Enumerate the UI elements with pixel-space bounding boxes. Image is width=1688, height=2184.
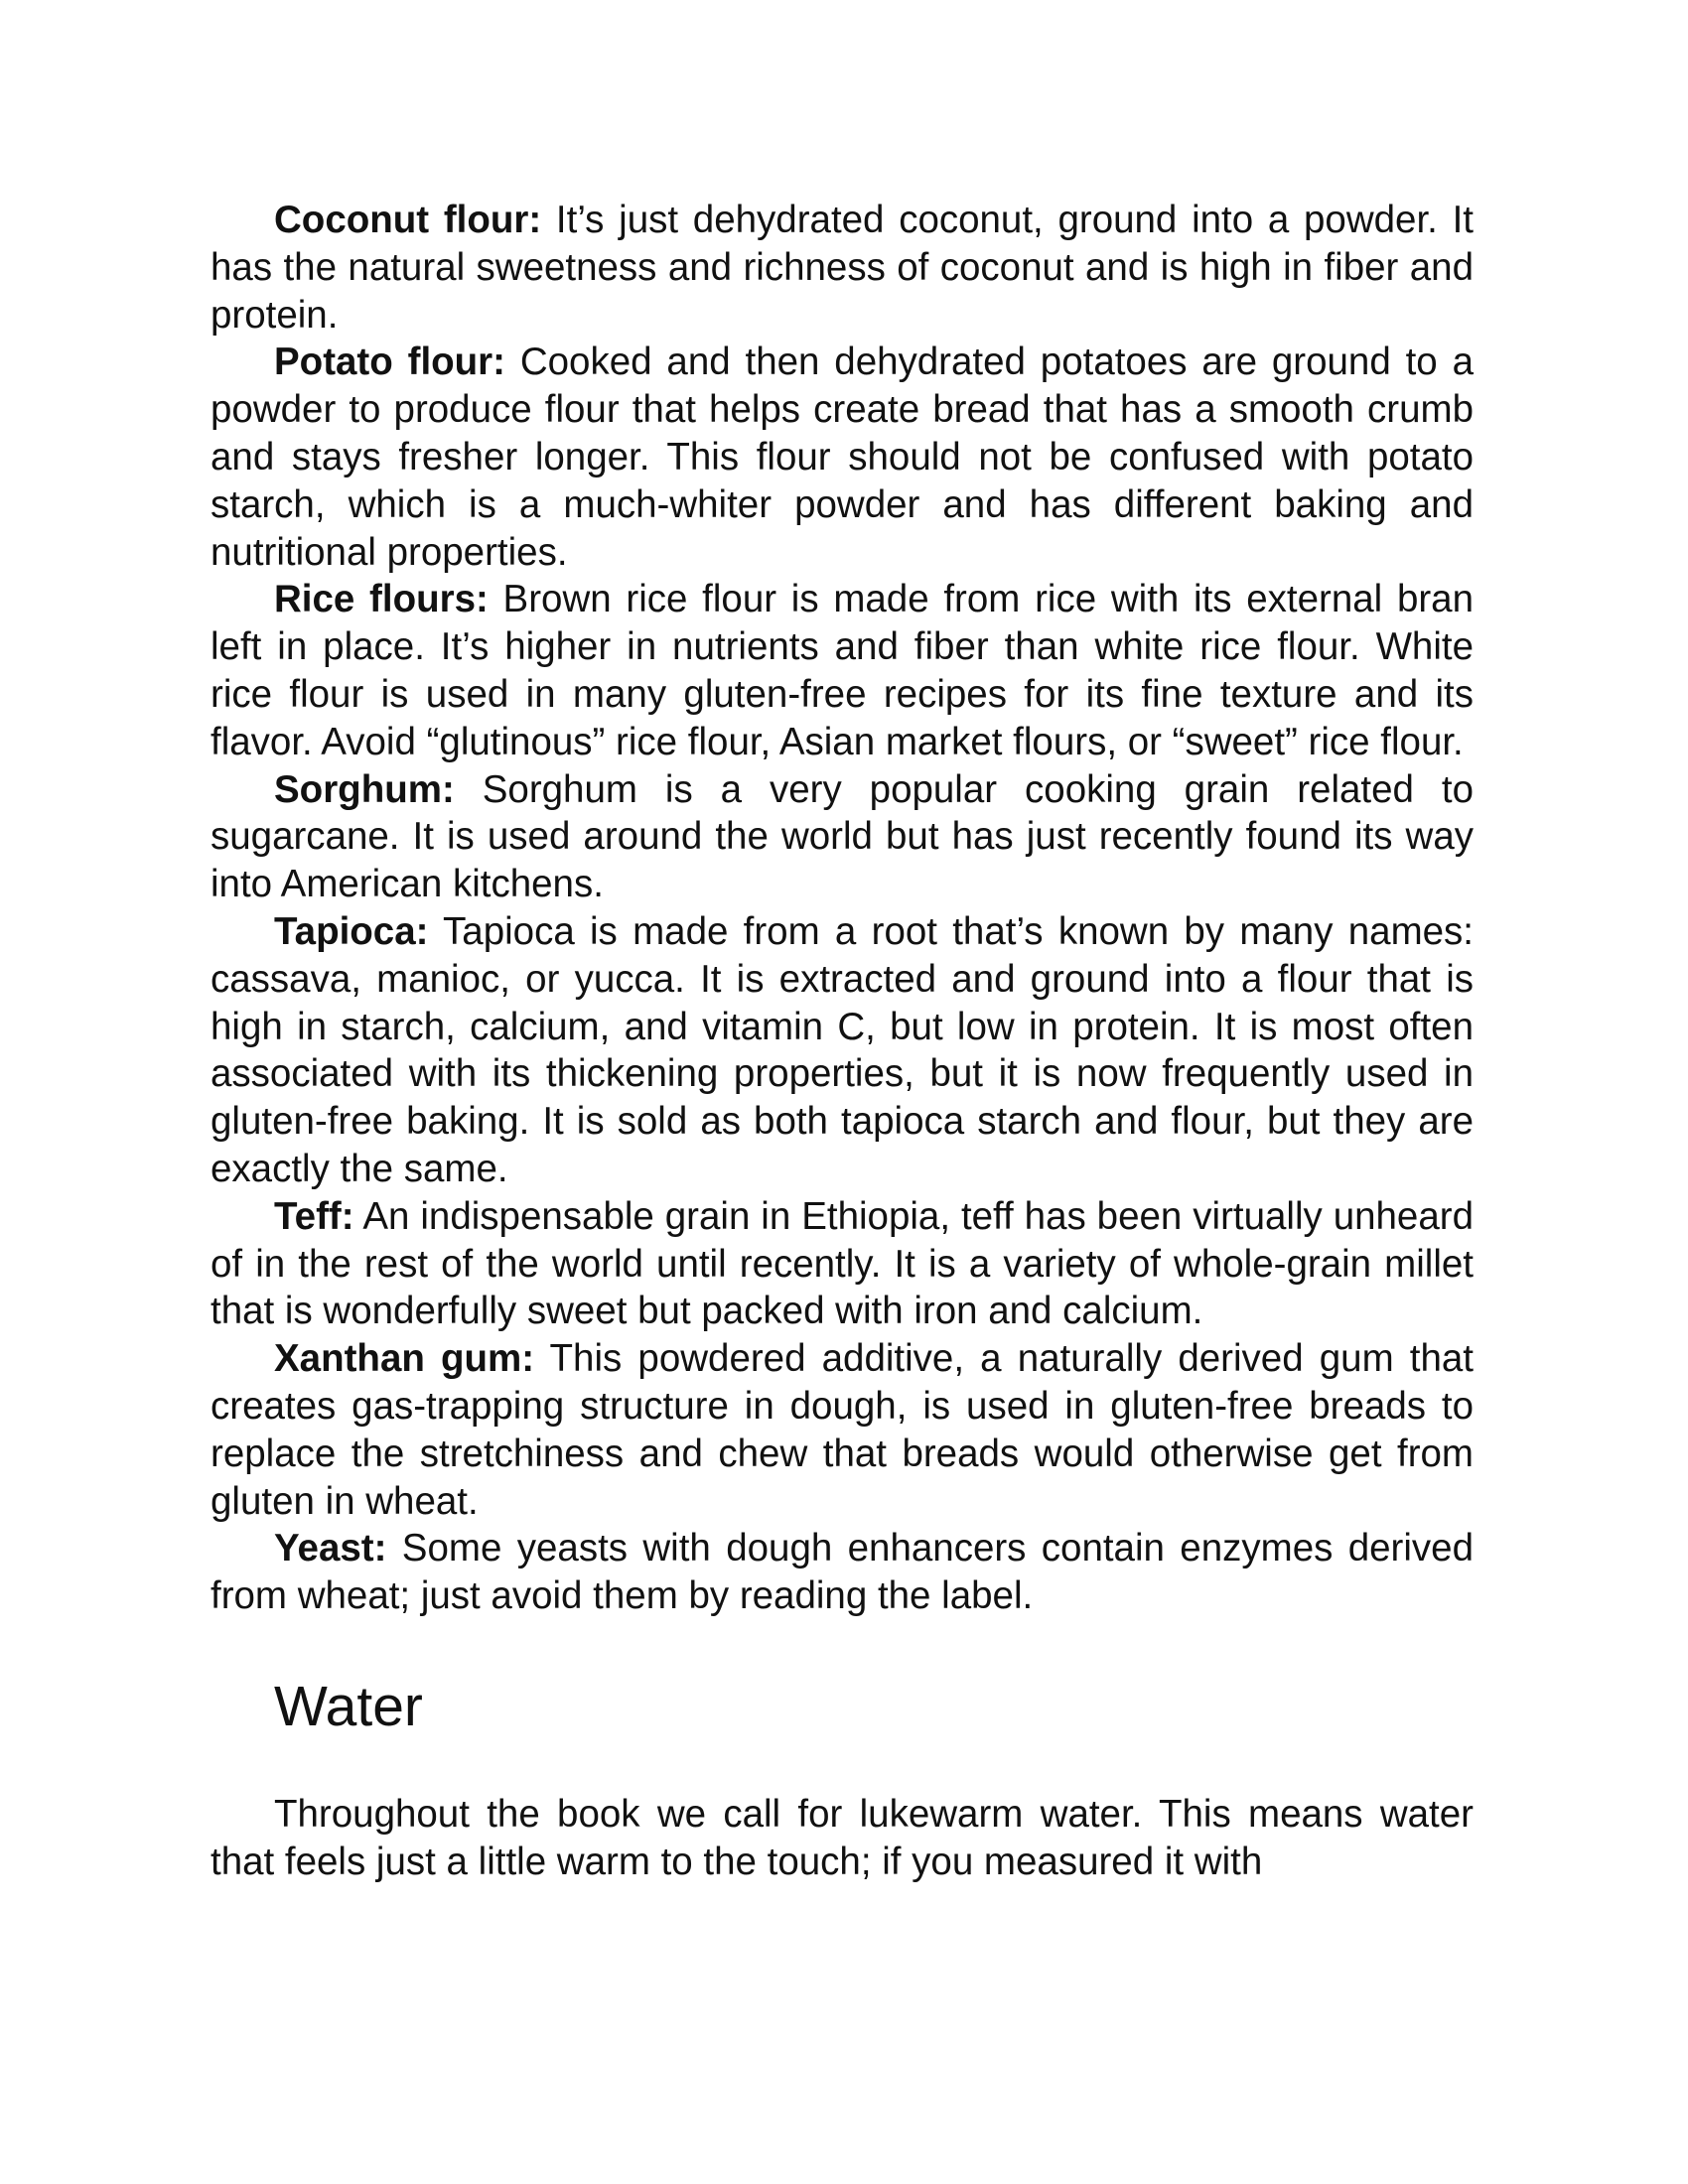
- glossary-definition: An indispensable grain in Ethiopia, teff has been virtually unheard of in the rest of the world until recently. It is a variety of whole-grain millet that is wonderfully sweet but packed with iron and calcium.: [211, 1194, 1474, 1333]
- glossary-list: [211, 197, 1474, 1620]
- glossary-entry-sorghum: [211, 766, 1474, 908]
- glossary-term: Potato flour:: [274, 341, 505, 384]
- glossary-entry-yeast: [211, 1525, 1474, 1620]
- glossary-definition: Tapioca is made from a root that’s known by many names: cassava, manioc, or yucca. It is extracted and ground into a flour that is high in starch, calcium, and vitamin C, but low in protein. It is most often associated with its thickening properties, but it is now frequently used in gluten-free baking. It is sold as both tapioca starch and flour, but they are exactly the same.: [211, 909, 1474, 1190]
- glossary-entry-rice-flours: [211, 576, 1474, 765]
- glossary-definition: This powdered additive, a naturally derived gum that creates gas-trapping structure in dough, is used in gluten-free breads to replace the stretchiness and chew that breads would otherwise get from gluten in wheat.: [211, 1337, 1475, 1523]
- glossary-entry-xanthan-gum: [211, 1335, 1474, 1525]
- glossary-definition: Brown rice flour is made from rice with its external bran left in place. It’s higher in nutrients and fiber than white rice flour. White rice flour is used in many gluten-free recipes for its fine texture and its flavor. Avoid “glutinous” rice flour, Asian market flours, or “sweet” rice flour.: [211, 578, 1474, 763]
- section-paragraph: Throughout the book we call for lukewarm water. This means water that feels just a little warm to the touch; if you measured it with: [211, 1792, 1474, 1883]
- glossary-definition: Cooked and then dehydrated potatoes are ground to a powder to produce flour that helps create bread that has a smooth crumb and stays fresher longer. This flour should not be confused with potato starch, which is a much-whiter powder and has different baking and nutritional properties.: [211, 341, 1474, 574]
- glossary-entry-potato-flour: [211, 339, 1474, 576]
- glossary-term: Coconut flour:: [274, 199, 542, 241]
- glossary-entry-teff: [211, 1193, 1474, 1335]
- glossary-entry-tapioca: [211, 908, 1474, 1193]
- glossary-definition: Some yeasts with dough enhancers contain enzymes derived from wheat; just avoid them by reading the label.: [211, 1527, 1474, 1618]
- glossary-term: Xanthan gum:: [274, 1337, 535, 1381]
- glossary-entry-coconut-flour: [211, 197, 1474, 339]
- glossary-definition: Sorghum is a very popular cooking grain related to sugarcane. It is used around the world but has just recently found its way into American kitchens.: [211, 767, 1474, 906]
- section-heading: Water: [274, 1674, 423, 1738]
- glossary-term: Sorghum:: [274, 767, 455, 811]
- glossary-term: Tapioca:: [274, 909, 429, 953]
- glossary-definition: It’s just dehydrated coconut, ground into a powder. It has the natural sweetness and richness of coconut and is high in fiber and protein.: [211, 199, 1474, 337]
- glossary-term: Teff:: [274, 1194, 354, 1238]
- document-page: [211, 197, 1474, 1886]
- glossary-term: Rice flours:: [274, 578, 489, 621]
- glossary-term: Yeast:: [274, 1527, 387, 1570]
